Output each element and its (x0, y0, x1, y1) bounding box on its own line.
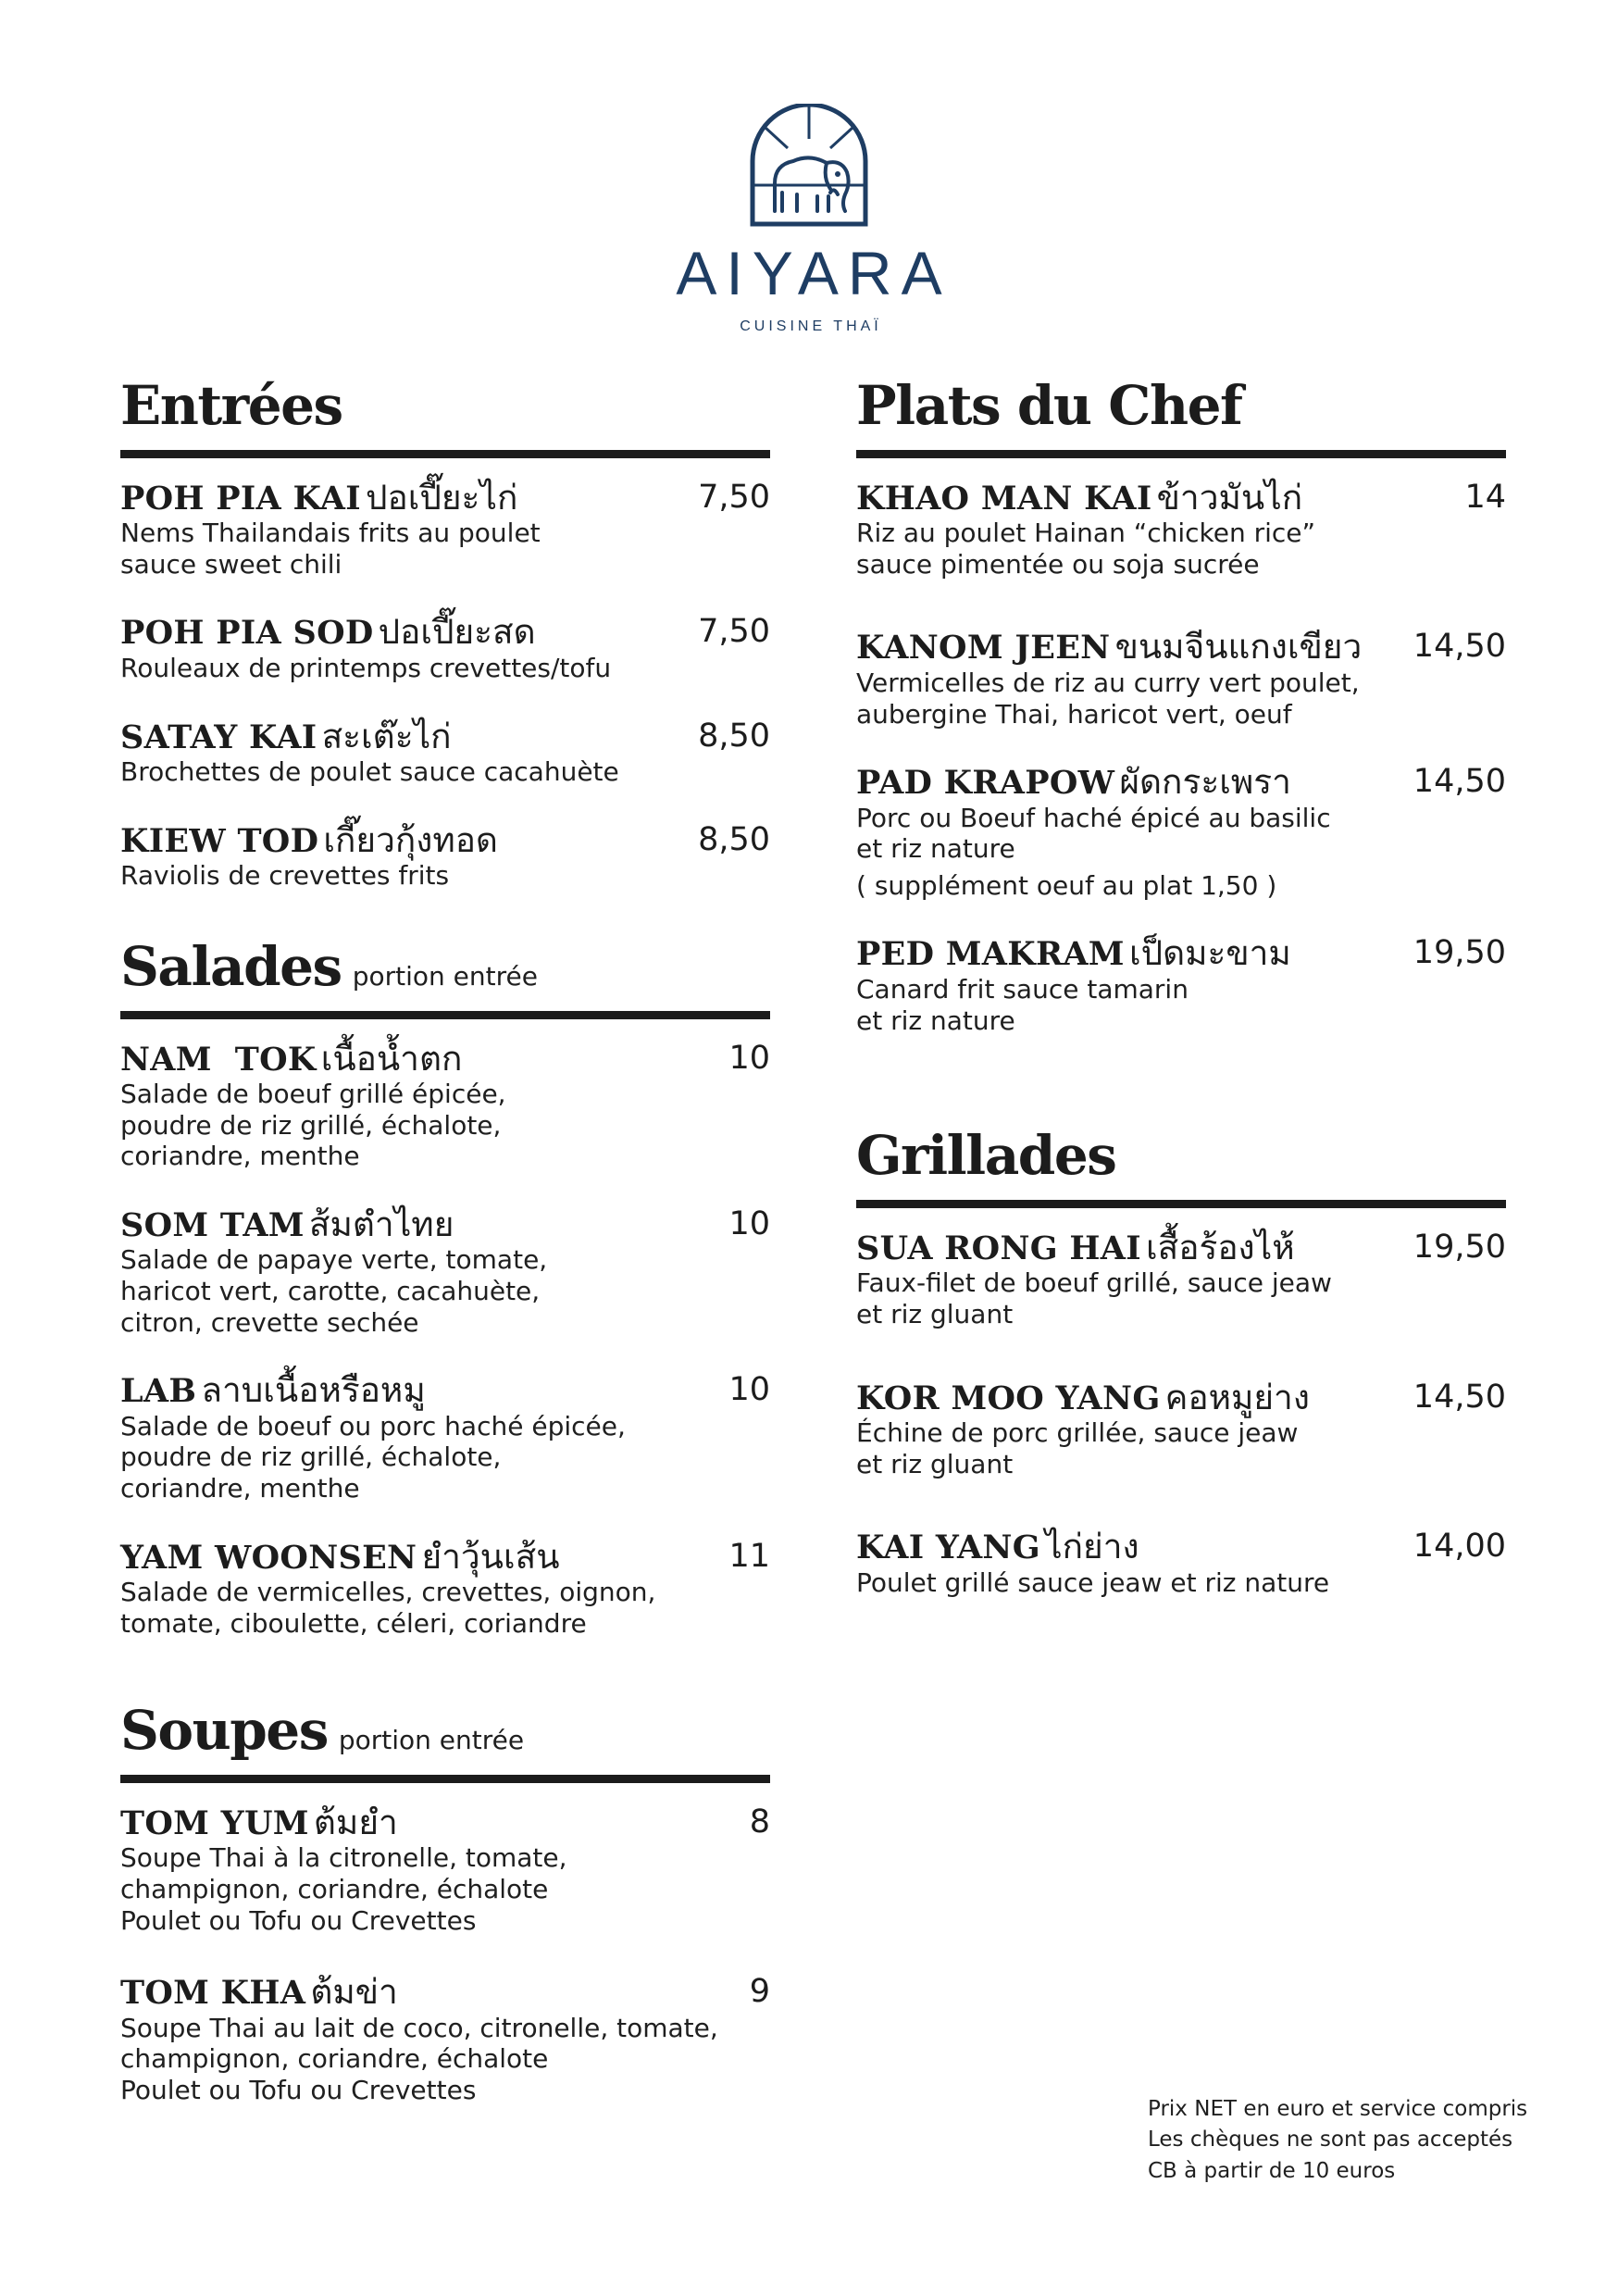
item-description: citron, crevette sechée (120, 1306, 419, 1338)
item-description: Rouleaux de printemps crevettes/tofu (120, 652, 612, 683)
menu-item (120, 1803, 770, 1936)
item-description: Poulet ou Tofu ou Crevettes (120, 2075, 477, 2105)
section-title: Salades (120, 934, 342, 998)
item-price: 14,50 (1413, 628, 1506, 666)
section-title: Plats du Chef (856, 374, 1242, 437)
item-description: Poulet ou Tofu ou Crevettes (120, 1904, 477, 1936)
item-thai-name: เสื้อร้องไห้ (1146, 1227, 1295, 1267)
item-price: 19,50 (1413, 1228, 1506, 1266)
section-grillades (856, 1125, 1506, 1598)
section-header (120, 1700, 770, 1783)
item-price: 8 (749, 1803, 770, 1841)
item-thai-name: คอหมูย่าง (1164, 1377, 1310, 1417)
item-description: Raviolis de crevettes frits (120, 860, 450, 892)
footer-line: Prix NET en euro et service compris (1148, 2097, 1528, 2121)
item-description: coriandre, menthe (120, 1141, 360, 1172)
item-description: haricot vert, carotte, cacahuète, (120, 1276, 541, 1306)
item-description: Soupe Thai au lait de coco, citronelle, tomate, (120, 2012, 718, 2043)
item-price: 7,50 (698, 478, 770, 516)
section-plats-du-chef (856, 375, 1506, 1036)
item-name: SUA RONG HAI (856, 1229, 1141, 1267)
item-name: KHAO MAN KAI (856, 479, 1152, 518)
item-thai-name: ปอเปี๊ยะไก่ (366, 477, 518, 518)
item-thai-name: ปอเปี๊ยะสด (378, 612, 536, 653)
item-price: 10 (728, 1371, 770, 1409)
item-price: 10 (728, 1039, 770, 1077)
menu-item (856, 934, 1506, 1036)
left-column (120, 375, 770, 2106)
item-description: Salade de boeuf ou porc haché épicée, (120, 1410, 626, 1441)
section-note: portion entrée (352, 960, 538, 992)
section-title: Entrées (120, 374, 342, 437)
item-thai-name: ผัดกระเพรา (1119, 762, 1291, 803)
item-thai-name: ข้าวมันไก่ (1156, 477, 1303, 518)
section-entrees (120, 375, 770, 892)
menu-item (120, 613, 770, 683)
section-header (856, 375, 1506, 458)
item-thai-name: เนื้อน้ำตก (320, 1038, 463, 1079)
item-name: POH PIA KAI (120, 479, 361, 518)
item-name: KAI YANG (856, 1529, 1040, 1567)
item-price: 19,50 (1413, 934, 1506, 972)
item-name: SOM TAM (120, 1205, 305, 1244)
item-price: 8,50 (698, 717, 770, 755)
item-name: TOM KHA (120, 1974, 306, 2013)
elephant-in-arch-icon (745, 104, 873, 228)
item-name: POH PIA SOD (120, 614, 374, 653)
item-description: Brochettes de poulet sauce cacahuète (120, 756, 619, 788)
item-description: Soupe Thai à la citronelle, tomate, (120, 1842, 567, 1874)
item-description: aubergine Thai, haricot vert, oeuf (856, 698, 1292, 730)
section-note: portion entrée (338, 1725, 525, 1756)
section-title: Soupes (120, 1699, 328, 1763)
menu-item (120, 1040, 770, 1172)
item-price: 10 (728, 1204, 770, 1242)
section-soupes (120, 1700, 770, 2105)
item-description: Échine de porc grillée, sauce jeaw (856, 1417, 1299, 1449)
payment-info-note (1148, 2094, 1527, 2187)
item-description: Canard frit sauce tamarin (856, 974, 1189, 1005)
item-thai-name: เกี๊ยวกุ้งทอด (323, 819, 498, 860)
menu-item (856, 1528, 1506, 1598)
menu-item (120, 1371, 770, 1504)
item-description: sauce sweet chili (120, 548, 342, 580)
item-description: Salade de papaye verte, tomate, (120, 1244, 548, 1276)
item-description: Salade de boeuf grillé épicée, (120, 1079, 506, 1110)
menu-item (120, 821, 770, 892)
section-header (856, 1125, 1506, 1208)
item-name: YAM WOONSEN (120, 1538, 417, 1577)
item-price: 14,50 (1413, 763, 1506, 801)
item-name: TOM YUM (120, 1803, 309, 1842)
item-name: NAM TOK (120, 1040, 317, 1079)
item-name: KIEW TOD (120, 821, 319, 860)
item-name: SATAY KAI (120, 718, 317, 756)
footer-line: CB à partir de 10 euros (1148, 2158, 1396, 2183)
menu-item (120, 1538, 770, 1640)
item-price: 14 (1464, 478, 1506, 516)
item-description: champignon, coriandre, échalote (120, 1874, 549, 1905)
item-price: 14,50 (1413, 1378, 1506, 1416)
item-description: Poulet grillé sauce jeaw et riz nature (856, 1566, 1330, 1598)
item-name: KANOM JEEN (856, 629, 1111, 668)
item-thai-name: ต้มยำ (313, 1802, 398, 1842)
menu-item (856, 628, 1506, 730)
item-description: poudre de riz grillé, échalote, (120, 1441, 502, 1473)
menu-item (120, 479, 770, 580)
item-description: et riz gluant (856, 1448, 1014, 1479)
item-description: Porc ou Boeuf haché épicé au basilic (856, 802, 1331, 833)
item-thai-name: ยำวุ้นเส้น (421, 1536, 560, 1577)
item-description: poudre de riz grillé, échalote, (120, 1109, 502, 1141)
section-header (120, 375, 770, 458)
item-thai-name: ลาบเนื้อหรือหมู (201, 1370, 426, 1411)
item-description: coriandre, menthe (120, 1472, 360, 1504)
item-description: Nems Thailandais frits au poulet (120, 518, 541, 549)
menu-item (856, 763, 1506, 901)
brand-name: AIYARA (676, 239, 952, 307)
menu-item (856, 1379, 1506, 1480)
item-price: 11 (728, 1537, 770, 1575)
item-name: PED MAKRAM (856, 935, 1125, 974)
item-name: KOR MOO YANG (856, 1379, 1161, 1417)
item-thai-name: เป็ดมะขาม (1128, 933, 1291, 974)
item-description: et riz gluant (856, 1299, 1014, 1330)
item-thai-name: สะเต๊ะไก่ (321, 716, 452, 756)
item-name: LAB (120, 1372, 197, 1411)
item-description: et riz nature (856, 833, 1015, 865)
item-price: 9 (749, 1973, 770, 2011)
item-price: 7,50 (698, 613, 770, 651)
item-name: PAD KRAPOW (856, 764, 1115, 803)
item-thai-name: ต้มข่า (310, 1972, 398, 2013)
item-thai-name: ส้มตำไทย (308, 1204, 454, 1244)
item-description: tomate, ciboulette, céleri, coriandre (120, 1607, 587, 1639)
menu-item (856, 479, 1506, 580)
item-description: sauce pimentée ou soja sucrée (856, 548, 1260, 580)
menu-item (120, 1973, 770, 2105)
right-column (856, 375, 1506, 1599)
section-title: Grillades (856, 1124, 1116, 1188)
item-thai-name: ขนมจีนแกงเขียว (1114, 627, 1363, 668)
item-description: champignon, coriandre, échalote (120, 2043, 549, 2075)
restaurant-logo (0, 104, 1618, 335)
item-description: Salade de vermicelles, crevettes, oignon, (120, 1577, 656, 1608)
footer-line: Les chèques ne sont pas acceptés (1148, 2128, 1513, 2152)
menu-item (856, 1229, 1506, 1330)
menu-item (120, 718, 770, 788)
item-thai-name: ไก่ย่าง (1045, 1527, 1139, 1567)
item-supplement-note: ( supplément oeuf au plat 1,50 ) (856, 869, 1277, 901)
item-description: Riz au poulet Hainan “chicken rice” (856, 518, 1316, 549)
item-description: Vermicelles de riz au curry vert poulet, (856, 667, 1360, 698)
item-price: 14,00 (1413, 1528, 1506, 1566)
menu-item (120, 1205, 770, 1338)
item-price: 8,50 (698, 820, 770, 858)
item-description: Faux-filet de boeuf grillé, sauce jeaw (856, 1267, 1332, 1299)
section-salades (120, 936, 770, 1639)
item-description: et riz nature (856, 1004, 1015, 1036)
section-header (120, 936, 770, 1019)
brand-tagline: CUISINE THAÏ (740, 318, 882, 334)
